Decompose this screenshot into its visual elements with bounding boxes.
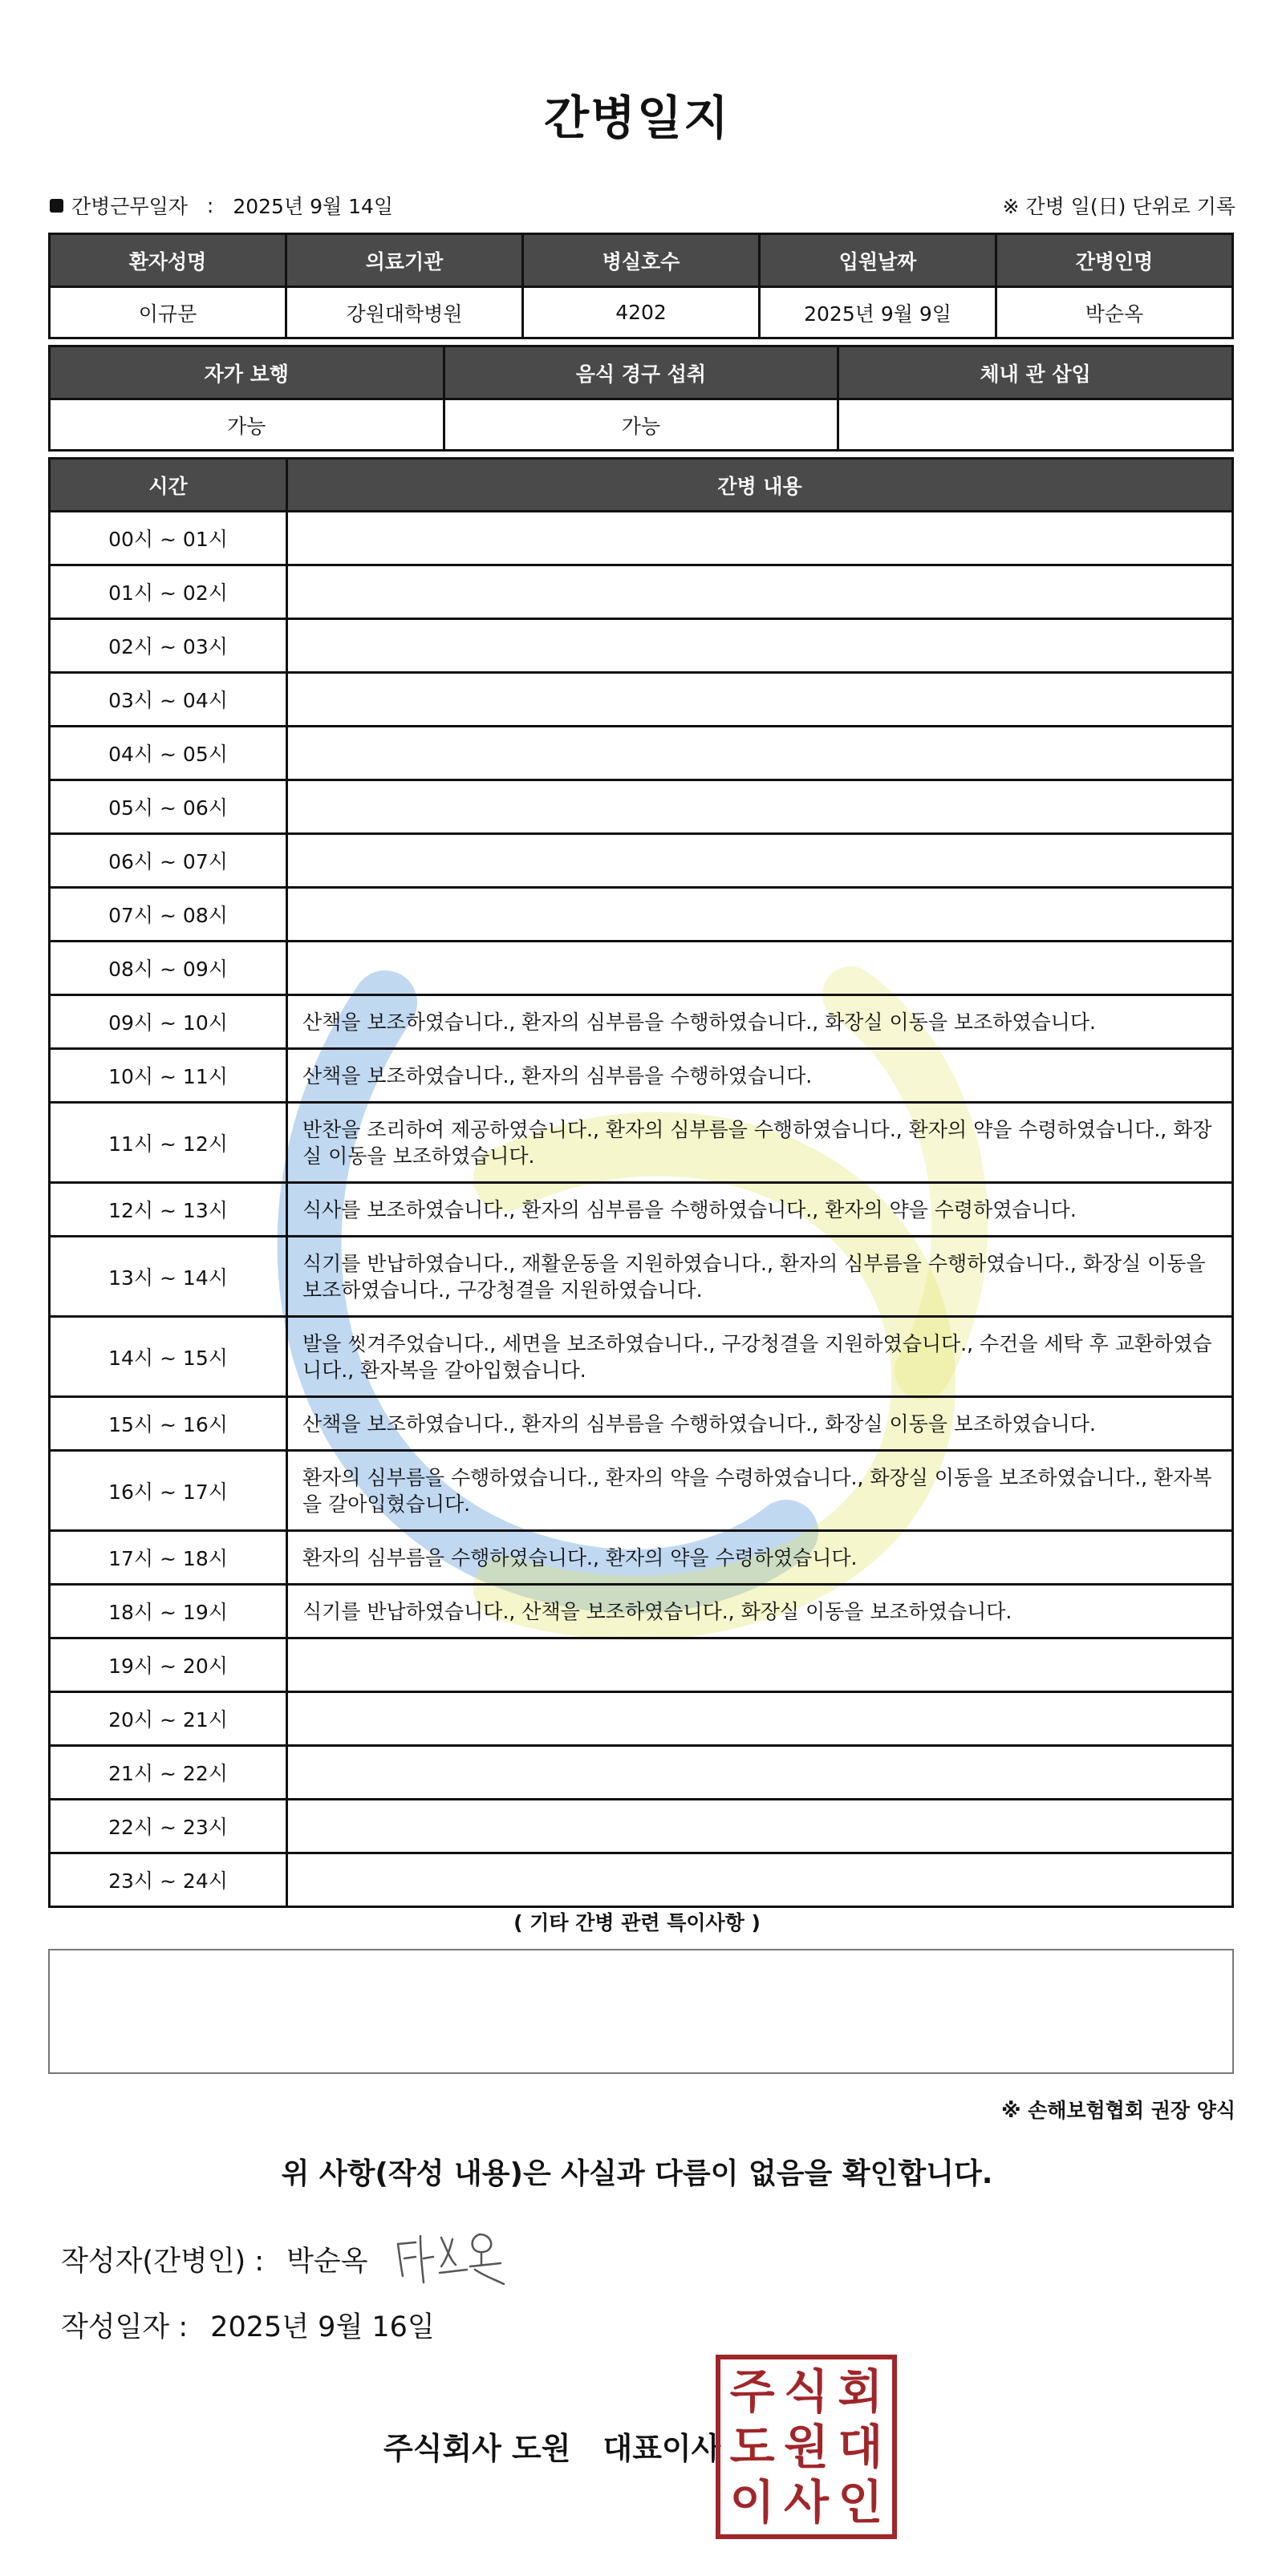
time-cell: 16시 ~ 17시 bbox=[50, 1451, 287, 1531]
table-row bbox=[50, 1317, 1233, 1397]
patient-info-header-row bbox=[50, 234, 1233, 287]
care-note-cell bbox=[287, 619, 1233, 673]
time-cell: 23시 ~ 24시 bbox=[50, 1853, 287, 1907]
patient-info-table bbox=[48, 233, 1234, 339]
care-note-cell: 환자의 심부름을 수행하였습니다., 환자의 약을 수령하였습니다. bbox=[287, 1531, 1233, 1585]
table-row bbox=[50, 512, 1233, 565]
care-note-cell bbox=[287, 727, 1233, 780]
table-row bbox=[50, 1585, 1233, 1638]
extra-notes-title: ( 기타 간병 관련 특이사항 ) bbox=[513, 1911, 761, 1934]
header-hospital: 의료기관 bbox=[286, 234, 523, 287]
time-cell: 21시 ~ 22시 bbox=[50, 1746, 287, 1800]
table-row bbox=[50, 1692, 1233, 1746]
time-cell: 07시 ~ 08시 bbox=[50, 888, 287, 942]
time-cell: 15시 ~ 16시 bbox=[50, 1397, 287, 1451]
care-log-body bbox=[50, 512, 1233, 1907]
time-cell: 10시 ~ 11시 bbox=[50, 1049, 287, 1103]
table-row bbox=[50, 1049, 1233, 1103]
table-row bbox=[50, 1531, 1233, 1585]
seal-glyph: 원 bbox=[783, 2419, 829, 2474]
time-cell: 13시 ~ 14시 bbox=[50, 1237, 287, 1317]
company-seal-stamp bbox=[716, 2355, 897, 2539]
care-note-cell bbox=[287, 888, 1233, 942]
caregiver-name: 박순옥 bbox=[996, 287, 1233, 338]
header-care-content: 간병 내용 bbox=[287, 459, 1233, 512]
self-walking-value: 가능 bbox=[50, 399, 444, 451]
table-row bbox=[50, 942, 1233, 995]
table-row bbox=[50, 780, 1233, 834]
document-title: 간병일지 bbox=[543, 91, 731, 145]
table-row bbox=[50, 1237, 1233, 1317]
care-note-cell bbox=[287, 565, 1233, 619]
patient-status-header-row bbox=[50, 346, 1233, 399]
company-title: 대표이사 bbox=[603, 2431, 721, 2466]
table-row bbox=[50, 727, 1233, 780]
write-date-line bbox=[61, 2305, 435, 2345]
care-note-cell bbox=[287, 942, 1233, 995]
time-cell: 18시 ~ 19시 bbox=[50, 1585, 287, 1638]
table-row bbox=[50, 565, 1233, 619]
care-note-cell: 발을 씻겨주었습니다., 세면을 보조하였습니다., 구강청결을 지원하였습니다., 수건을 세탁 후 교환하였습니다., 환자복을 갈아입혔습니다. bbox=[287, 1317, 1233, 1397]
header-tube-insertion: 체내 관 삽입 bbox=[838, 346, 1233, 399]
handwritten-signature bbox=[392, 2220, 520, 2292]
tube-insertion-value bbox=[838, 399, 1233, 451]
table-row bbox=[50, 1451, 1233, 1531]
header-oral-intake: 음식 경구 섭취 bbox=[444, 346, 838, 399]
table-row bbox=[50, 673, 1233, 727]
seal-glyph: 회 bbox=[838, 2364, 883, 2420]
seal-glyph: 대 bbox=[838, 2419, 883, 2474]
table-row bbox=[50, 1800, 1233, 1853]
seal-glyph: 식 bbox=[783, 2364, 829, 2420]
work-date-value: 2025년 9월 14일 bbox=[233, 195, 394, 218]
time-cell: 02시 ~ 03시 bbox=[50, 619, 287, 673]
care-note-cell bbox=[287, 1800, 1233, 1853]
time-cell: 03시 ~ 04시 bbox=[50, 673, 287, 727]
header-admission-date: 입원날짜 bbox=[760, 234, 996, 287]
care-note-cell bbox=[287, 1853, 1233, 1907]
seal-glyph: 이 bbox=[729, 2474, 775, 2529]
time-cell: 09시 ~ 10시 bbox=[50, 995, 287, 1049]
table-row bbox=[50, 888, 1233, 942]
care-log-table bbox=[48, 457, 1234, 1908]
care-log-header-row bbox=[50, 459, 1233, 512]
time-cell: 12시 ~ 13시 bbox=[50, 1183, 287, 1237]
care-note-cell: 식기를 반납하였습니다., 산책을 보조하였습니다., 화장실 이동을 보조하였습니다. bbox=[287, 1585, 1233, 1638]
room-number: 4202 bbox=[523, 287, 760, 338]
seal-glyph: 주 bbox=[729, 2364, 775, 2420]
header-patient-name: 환자성명 bbox=[50, 234, 286, 287]
meta-row bbox=[50, 191, 1235, 218]
table-row bbox=[50, 1746, 1233, 1800]
time-cell: 14시 ~ 15시 bbox=[50, 1317, 287, 1397]
writer-line bbox=[61, 2239, 368, 2279]
company-name: 주식회사 도원 bbox=[383, 2431, 571, 2466]
square-bullet-icon bbox=[50, 199, 63, 213]
table-row bbox=[50, 1397, 1233, 1451]
work-date-separator: : bbox=[206, 193, 214, 217]
time-cell: 04시 ~ 05시 bbox=[50, 727, 287, 780]
care-note-cell: 산책을 보조하였습니다., 환자의 심부름을 수행하였습니다. bbox=[287, 1049, 1233, 1103]
header-caregiver-name: 간병인명 bbox=[996, 234, 1233, 287]
header-room-number: 병실호수 bbox=[523, 234, 760, 287]
patient-info-value-row bbox=[50, 287, 1233, 338]
extra-notes-box bbox=[48, 1949, 1234, 2074]
confirmation-statement: 위 사항(작성 내용)은 사실과 다름이 없음을 확인합니다. bbox=[281, 2157, 993, 2190]
write-date-value: 2025년 9월 16일 bbox=[210, 2311, 435, 2343]
seal-glyph: 도 bbox=[729, 2419, 775, 2474]
care-note-cell bbox=[287, 1746, 1233, 1800]
work-date-label: 간병근무일자 bbox=[71, 195, 188, 218]
admission-date: 2025년 9월 9일 bbox=[760, 287, 996, 338]
care-note-cell bbox=[287, 1692, 1233, 1746]
time-cell: 00시 ~ 01시 bbox=[50, 512, 287, 565]
seal-glyph: 인 bbox=[838, 2474, 883, 2529]
care-note-cell: 식사를 보조하였습니다., 환자의 심부름을 수행하였습니다., 환자의 약을 수령하였습니다. bbox=[287, 1183, 1233, 1237]
table-row bbox=[50, 834, 1233, 888]
care-note-cell bbox=[287, 1638, 1233, 1692]
time-cell: 05시 ~ 06시 bbox=[50, 780, 287, 834]
care-note-cell bbox=[287, 780, 1233, 834]
time-cell: 19시 ~ 20시 bbox=[50, 1638, 287, 1692]
care-note-cell bbox=[287, 512, 1233, 565]
table-row bbox=[50, 995, 1233, 1049]
time-cell: 22시 ~ 23시 bbox=[50, 1800, 287, 1853]
care-note-cell: 식기를 반납하였습니다., 재활운동을 지원하였습니다., 환자의 심부름을 수행하였습니다., 화장실 이동을 보조하였습니다., 구강청결을 지원하였습니다. bbox=[287, 1237, 1233, 1317]
table-row bbox=[50, 1638, 1233, 1692]
patient-status-table bbox=[48, 345, 1234, 452]
work-date-group bbox=[50, 191, 393, 220]
care-note-cell: 환자의 심부름을 수행하였습니다., 환자의 약을 수령하였습니다., 화장실 이동을 보조하였습니다., 환자복을 갈아입혔습니다. bbox=[287, 1451, 1233, 1531]
patient-name: 이규문 bbox=[50, 287, 286, 338]
company-line bbox=[383, 2424, 720, 2468]
table-row bbox=[50, 1183, 1233, 1237]
care-note-cell bbox=[287, 673, 1233, 727]
time-cell: 01시 ~ 02시 bbox=[50, 565, 287, 619]
header-self-walking: 자가 보행 bbox=[50, 346, 444, 399]
oral-intake-value: 가능 bbox=[444, 399, 838, 451]
care-note-cell: 산책을 보조하였습니다., 환자의 심부름을 수행하였습니다., 화장실 이동을 보조하였습니다. bbox=[287, 995, 1233, 1049]
time-cell: 20시 ~ 21시 bbox=[50, 1692, 287, 1746]
care-note-cell bbox=[287, 834, 1233, 888]
table-row bbox=[50, 1853, 1233, 1907]
care-note-cell: 산책을 보조하였습니다., 환자의 심부름을 수행하였습니다., 화장실 이동을 보조하였습니다. bbox=[287, 1397, 1233, 1451]
hospital-name: 강원대학병원 bbox=[286, 287, 523, 338]
recommend-note: ※ 손해보험협회 권장 양식 bbox=[1001, 2099, 1235, 2122]
table-row bbox=[50, 1103, 1233, 1183]
writer-label: 작성자(간병인) : bbox=[61, 2246, 265, 2278]
time-cell: 11시 ~ 12시 bbox=[50, 1103, 287, 1183]
time-cell: 08시 ~ 09시 bbox=[50, 942, 287, 995]
table-row bbox=[50, 619, 1233, 673]
time-cell: 06시 ~ 07시 bbox=[50, 834, 287, 888]
seal-glyph: 사 bbox=[783, 2474, 829, 2529]
header-time: 시간 bbox=[50, 459, 287, 512]
record-unit-note: ※ 간병 일(日) 단위로 기록 bbox=[1002, 195, 1235, 218]
write-date-label: 작성일자 : bbox=[61, 2311, 189, 2343]
care-note-cell: 반찬을 조리하여 제공하였습니다., 환자의 심부름을 수행하였습니다., 환자의 약을 수령하였습니다., 화장실 이동을 보조하였습니다. bbox=[287, 1103, 1233, 1183]
writer-name: 박순옥 bbox=[286, 2246, 368, 2278]
patient-status-value-row bbox=[50, 399, 1233, 451]
time-cell: 17시 ~ 18시 bbox=[50, 1531, 287, 1585]
